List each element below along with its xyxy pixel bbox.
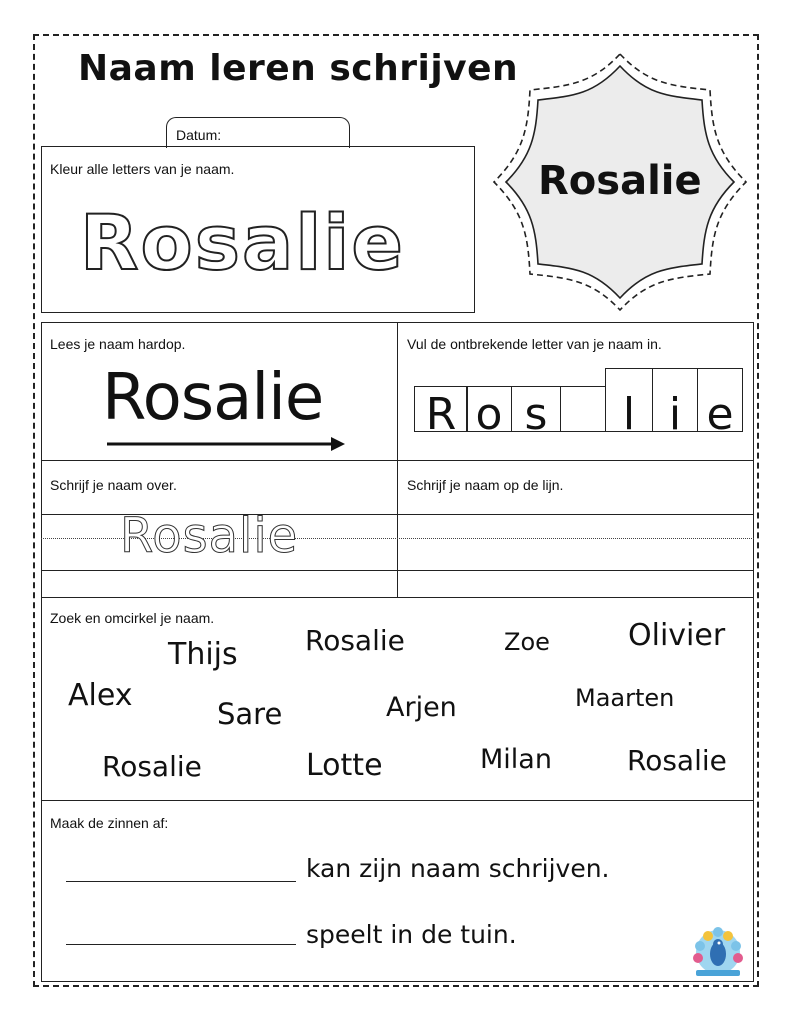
sentence-2-blank[interactable] xyxy=(66,944,296,945)
page-title: Naam leren schrijven xyxy=(78,48,519,89)
color-instruction: Kleur alle letters van je naam. xyxy=(50,161,235,177)
star-name: Rosalie xyxy=(538,158,702,204)
missing-letter-tile: s xyxy=(511,386,561,432)
sentence-2-text: speelt in de tuin. xyxy=(306,920,517,949)
trace-name[interactable]: Rosalie xyxy=(120,508,299,564)
find-word[interactable]: Rosalie xyxy=(102,750,202,783)
missing-letter-tile: i xyxy=(652,368,698,432)
missing-letter-tile: l xyxy=(605,368,653,432)
trace-instruction: Schrijf je naam over. xyxy=(50,477,177,493)
find-word[interactable]: Arjen xyxy=(386,692,457,723)
missing-letter-tile-blank[interactable] xyxy=(560,386,606,432)
trace-base-line xyxy=(41,570,398,571)
date-label[interactable]: Datum: xyxy=(176,127,222,143)
missing-instruction: Vul de ontbrekende letter van je naam in. xyxy=(407,336,662,352)
find-word[interactable]: Maarten xyxy=(575,684,675,712)
read-instruction: Lees je naam hardop. xyxy=(50,336,186,352)
outline-name[interactable]: Rosalie xyxy=(80,198,405,287)
missing-letter-tile: R xyxy=(414,386,468,432)
find-word[interactable]: Milan xyxy=(480,744,552,775)
find-word[interactable]: Thijs xyxy=(168,637,238,672)
sentences-instruction: Maak de zinnen af: xyxy=(50,815,169,831)
missing-letter-tile: o xyxy=(466,386,512,432)
find-word[interactable]: Zoe xyxy=(504,628,550,656)
write-base-line[interactable] xyxy=(397,570,754,571)
sentence-1-text: kan zijn naam schrijven. xyxy=(306,854,610,883)
find-word[interactable]: Rosalie xyxy=(627,744,727,777)
peacock-logo xyxy=(688,924,748,978)
write-instruction: Schrijf je naam op de lijn. xyxy=(407,477,564,493)
read-arrow xyxy=(105,434,350,454)
find-word[interactable]: Rosalie xyxy=(305,624,405,657)
find-word[interactable]: Olivier xyxy=(628,618,726,653)
read-name: Rosalie xyxy=(102,361,324,435)
find-word[interactable]: Alex xyxy=(68,678,133,713)
missing-letter-tile: e xyxy=(697,368,743,432)
write-top-line[interactable] xyxy=(397,514,754,515)
write-mid-line[interactable] xyxy=(397,538,754,539)
find-word[interactable]: Lotte xyxy=(306,748,383,783)
sentence-1-blank[interactable] xyxy=(66,881,296,882)
find-instruction: Zoek en omcirkel je naam. xyxy=(50,610,215,626)
find-word[interactable]: Sare xyxy=(217,697,283,731)
